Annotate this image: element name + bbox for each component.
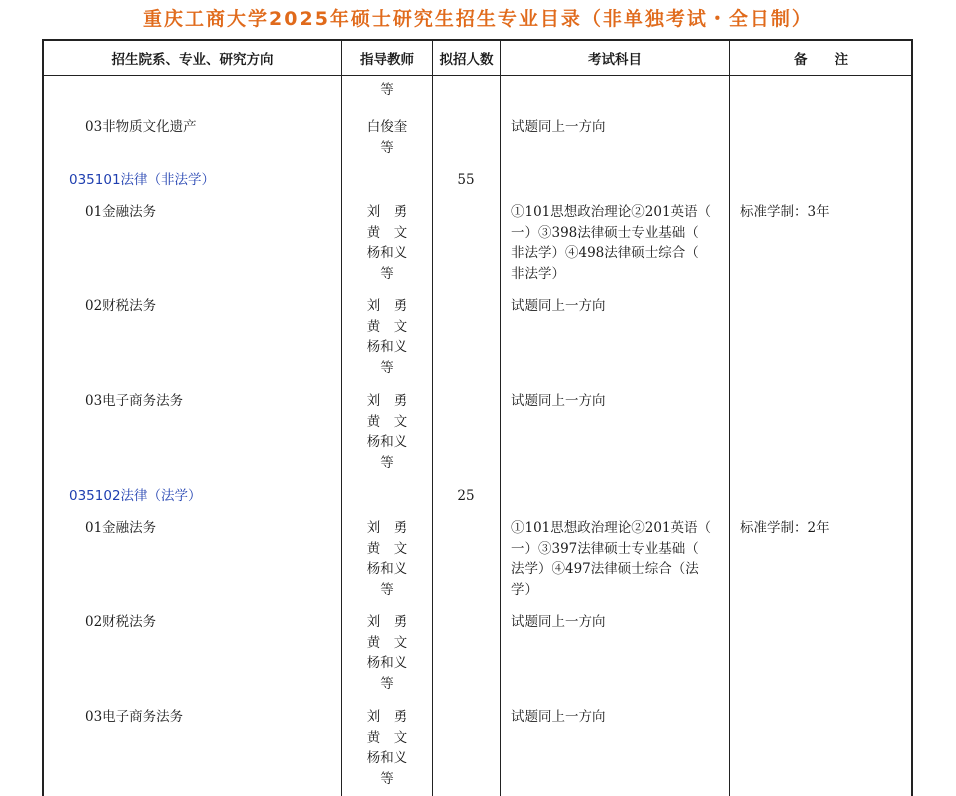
- header-exam: 考试科目: [588, 52, 642, 68]
- exam-cell: ①101思想政治理论②201英语（ 一）③398法律硕士专业基础（ 非法学）④498法律硕士综合（ 非法学）: [511, 204, 712, 282]
- catalog-table: [42, 39, 913, 796]
- exam-cell: 试题同上一方向: [511, 393, 606, 409]
- header-count: 拟招人数: [439, 52, 494, 68]
- column-divider: [432, 39, 433, 796]
- exam-cell: 试题同上一方向: [511, 709, 606, 725]
- header-direction: 招生院系、专业、研究方向: [111, 52, 274, 68]
- enroll-count: 55: [457, 172, 475, 188]
- teacher-cell: 刘 勇 黄 文 杨和义 等: [366, 614, 408, 692]
- teacher-cell: 刘 勇 黄 文 杨和义 等: [366, 520, 408, 598]
- major-name: 035102法律（法学）: [69, 488, 202, 504]
- note-cell: 标准学制：3年: [740, 204, 830, 220]
- teacher-cell: 刘 勇 黄 文 杨和义 等: [366, 709, 408, 787]
- direction-name: 02财税法务: [85, 298, 157, 314]
- exam-cell: 试题同上一方向: [511, 298, 606, 314]
- teacher-cell: 等: [380, 82, 394, 98]
- header-teacher: 指导教师: [360, 52, 414, 68]
- exam-cell: ①101思想政治理论②201英语（ 一）③397法律硕士专业基础（ 法学）④497法律硕士综合（法 学）: [511, 520, 712, 598]
- major-name: 035101法律（非法学）: [69, 172, 216, 188]
- teacher-cell: 刘 勇 黄 文 杨和义 等: [366, 298, 408, 376]
- direction-name: 02财税法务: [85, 614, 157, 630]
- page-title: 重庆工商大学2025年硕士研究生招生专业目录（非单独考试・全日制）: [143, 8, 813, 30]
- exam-cell: 试题同上一方向: [511, 614, 606, 630]
- exam-cell: 试题同上一方向: [511, 119, 606, 135]
- teacher-cell: 刘 勇 黄 文 杨和义 等: [366, 204, 408, 282]
- direction-name: 03电子商务法务: [85, 709, 184, 725]
- teacher-cell: 刘 勇 黄 文 杨和义 等: [366, 393, 408, 471]
- column-divider: [500, 39, 501, 796]
- note-cell: 标准学制：2年: [740, 520, 830, 536]
- column-divider: [729, 39, 730, 796]
- direction-name: 01金融法务: [85, 520, 157, 536]
- header-note: 备 注: [794, 52, 848, 68]
- teacher-cell: 白俊奎 等: [366, 119, 408, 156]
- direction-name: 03电子商务法务: [85, 393, 184, 409]
- enroll-count: 25: [457, 488, 475, 504]
- direction-name: 03非物质文化遗产: [85, 119, 197, 135]
- direction-name: 01金融法务: [85, 204, 157, 220]
